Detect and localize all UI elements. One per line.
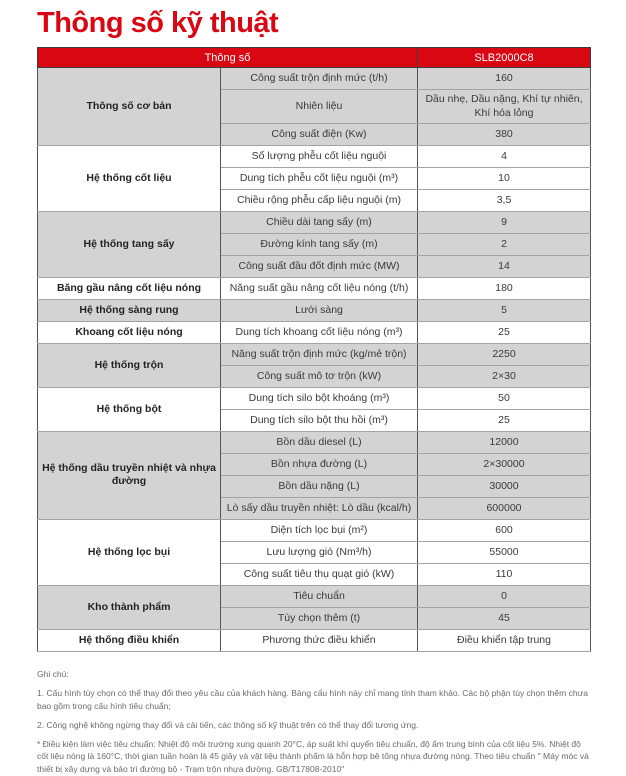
- param-value: Dầu nhẹ, Dầu nặng, Khí tự nhiên, Khí hóa lỏng: [418, 90, 591, 123]
- param-label: Dung tích silo bột khoáng (m³): [221, 387, 418, 409]
- param-value: 30000: [418, 475, 591, 497]
- param-value: 600000: [418, 497, 591, 519]
- param-value: 2250: [418, 343, 591, 365]
- table-header-model: SLB2000C8: [418, 48, 591, 68]
- page-title: Thông số kỹ thuật: [37, 7, 279, 39]
- param-label: Chiều dài tang sấy (m): [221, 211, 418, 233]
- notes-heading: Ghi chú:: [37, 668, 69, 679]
- param-label: Chiều rộng phễu cấp liệu nguội (m): [221, 189, 418, 211]
- param-value: 380: [418, 123, 591, 145]
- param-label: Năng suất gầu nâng cốt liệu nóng (t/h): [221, 277, 418, 299]
- param-value: 2×30000: [418, 453, 591, 475]
- table-header-row: [38, 48, 591, 68]
- param-label: Tiêu chuẩn: [221, 585, 418, 607]
- param-label: Năng suất trộn định mức (kg/mẻ trộn): [221, 343, 418, 365]
- param-label: Nhiên liệu: [221, 90, 418, 123]
- param-label: Lưới sàng: [221, 299, 418, 321]
- param-value: 600: [418, 519, 591, 541]
- param-label: Công suất đầu đốt định mức (MW): [221, 255, 418, 277]
- group-name: Hệ thống bột: [38, 387, 221, 431]
- param-value: Điều khiển tập trung: [418, 629, 591, 651]
- param-value: 2×30: [418, 365, 591, 387]
- table-row: [38, 277, 591, 299]
- param-value: 3,5: [418, 189, 591, 211]
- group-name: Hệ thống điều khiển: [38, 629, 221, 651]
- param-label: Diện tích lọc bụi (m²): [221, 519, 418, 541]
- note-footnote: * Điều kiện làm việc tiêu chuẩn: Nhiệt độ môi trường xung quanh 20°C, áp suất khí quyển tiêu chuẩn, độ ẩm trung bình của cốt liệu 5%. Nhiệt độ cốt liệu nóng là 160°C, thời gian tuần hoàn là 45 giây và vật liệu thành phẩm là hỗn hợp bê tông nhựa đường nóng. Theo tiêu chuẩn " Máy móc và thiết bị xây dựng và bảo trì đường bộ - Trạm trộn nhựa đường. GB/T17808-2010": [37, 738, 589, 775]
- group-name: Hệ thống trộn: [38, 343, 221, 387]
- note-item-1: 1. Cấu hình tùy chọn có thể thay đổi theo yêu cầu của khách hàng. Bảng cấu hình này chỉ mang tính tham khảo. Các bộ phận tùy chọn thêm chưa bao gồm trong cấu hình tiêu chuẩn;: [37, 688, 588, 712]
- table-row: [38, 519, 591, 541]
- group-name: Thông số cơ bản: [38, 68, 221, 145]
- param-label: Dung tích silo bột thu hồi (m³): [221, 409, 418, 431]
- table-row: [38, 211, 591, 233]
- param-label: Bồn dầu nặng (L): [221, 475, 418, 497]
- param-value: 160: [418, 68, 591, 90]
- table-row: [38, 431, 591, 453]
- table-header-param: Thông số: [38, 48, 418, 68]
- param-value: 25: [418, 409, 591, 431]
- group-name: Hệ thống tang sấy: [38, 211, 221, 277]
- param-value: 45: [418, 607, 591, 629]
- table-row: [38, 343, 591, 365]
- param-label: Dung tích phễu cốt liệu nguội (m³): [221, 167, 418, 189]
- group-name: Khoang cốt liệu nóng: [38, 321, 221, 343]
- param-label: Công suất mô tơ trộn (kW): [221, 365, 418, 387]
- param-value: 9: [418, 211, 591, 233]
- table-row: [38, 387, 591, 409]
- table-row: [38, 145, 591, 167]
- param-label: Lưu lượng gió (Nm³/h): [221, 541, 418, 563]
- param-value: 5: [418, 299, 591, 321]
- table-row: [38, 68, 591, 90]
- param-label: Công suất trộn định mức (t/h): [221, 68, 418, 90]
- param-value: 55000: [418, 541, 591, 563]
- param-label: Tùy chọn thêm (t): [221, 607, 418, 629]
- group-name: Kho thành phẩm: [38, 585, 221, 629]
- param-label: Lò sấy dầu truyền nhiệt: Lò dầu (kcal/h): [221, 497, 418, 519]
- param-label: Số lượng phễu cốt liệu nguội: [221, 145, 418, 167]
- group-name: Băng gầu nâng cốt liệu nóng: [38, 277, 221, 299]
- param-label: Bồn dầu diesel (L): [221, 431, 418, 453]
- group-name: Hệ thống sàng rung: [38, 299, 221, 321]
- group-name: Hệ thống lọc bụi: [38, 519, 221, 585]
- group-name: Hệ thống cốt liệu: [38, 145, 221, 211]
- table-row: [38, 321, 591, 343]
- spec-table-body: [38, 68, 591, 651]
- param-value: 4: [418, 145, 591, 167]
- param-label: Công suất điện (Kw): [221, 123, 418, 145]
- param-label: Đường kính tang sấy (m): [221, 233, 418, 255]
- param-label: Công suất tiêu thụ quạt gió (kW): [221, 563, 418, 585]
- group-name: Hệ thống dầu truyền nhiệt và nhựa đường: [38, 431, 221, 519]
- param-value: 14: [418, 255, 591, 277]
- param-value: 180: [418, 277, 591, 299]
- table-row: [38, 629, 591, 651]
- param-value: 110: [418, 563, 591, 585]
- param-label: Dung tích khoang cốt liệu nóng (m³): [221, 321, 418, 343]
- param-label: Phương thức điều khiển: [221, 629, 418, 651]
- table-row: [38, 585, 591, 607]
- notes-section: [37, 668, 593, 776]
- param-value: 12000: [418, 431, 591, 453]
- param-value: 10: [418, 167, 591, 189]
- table-row: [38, 299, 591, 321]
- param-value: 0: [418, 585, 591, 607]
- param-label: Bồn nhựa đường (L): [221, 453, 418, 475]
- note-item-2: 2. Công nghệ không ngừng thay đổi và cải tiến, các thông số kỹ thuật trên có thể thay đổi tương ứng.: [37, 719, 419, 730]
- spec-table: [37, 47, 591, 651]
- param-value: 2: [418, 233, 591, 255]
- param-value: 50: [418, 387, 591, 409]
- param-value: 25: [418, 321, 591, 343]
